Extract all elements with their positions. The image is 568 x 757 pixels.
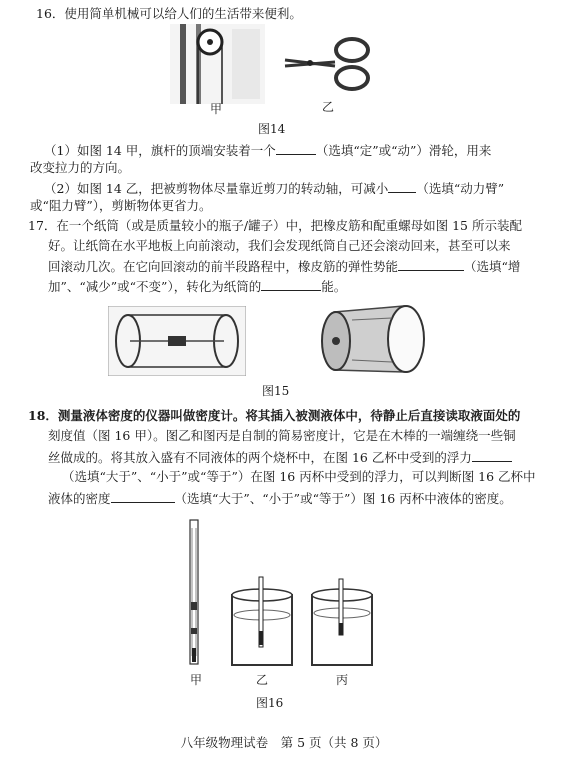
figure-14-pulley	[170, 24, 265, 104]
q16-stem: 16．使用简单机械可以给人们的生活带来便利。	[36, 6, 302, 21]
q16-part1-text-a: （1）如图 14 甲，旗杆的顶端安装着一个	[44, 143, 276, 158]
q17-line1: 17．在一个纸筒（或是质量较小的瓶子/罐子）中，把橡皮筋和配重螺母如图 15 所示装配	[28, 218, 522, 233]
q16-part2-text-a: （2）如图 14 乙，把被剪物体尽量靠近剪刀的转动轴，可减小	[44, 181, 389, 196]
figure-14-label-yi: 乙	[322, 100, 335, 114]
q16-part1-line2: 改变拉力的方向。	[30, 160, 131, 175]
q16-part2-text-b: （选填“动力臂”	[416, 181, 505, 196]
q18-blank-2[interactable]	[111, 490, 175, 503]
q16-part1-line1	[44, 142, 491, 159]
q17-line3	[48, 258, 520, 275]
figure-14-caption: 图14	[258, 122, 286, 136]
figure-16-label-jia: 甲	[190, 673, 203, 687]
q18-line1: 18．测量液体密度的仪器叫做密度计。将其插入被测液体中，待静止后直接读取液面处的	[28, 408, 521, 423]
q17-line4	[48, 278, 346, 295]
q18-line4: （选填“大于”、“小于”或“等于”）在图 16 丙杯中受到的浮力，可以判断图 16 乙杯中	[62, 469, 536, 484]
page-footer: 八年级物理试卷 第 5 页（共 8 页）	[180, 735, 388, 750]
figure-14-label-jia: 甲	[210, 102, 223, 116]
q17-line3-text: 回滚动几次。在它向回滚动的前半段路程中，橡皮筋的弹性势能	[48, 259, 399, 274]
q18-line3-text: 丝做成的。将其放入盛有不同液体的两个烧杯中，在图 16 乙杯中受到的浮力	[48, 450, 472, 465]
figure-16-caption: 图16	[256, 696, 284, 710]
q18-line5-text-b: （选填“大于”、“小于”或“等于”）图 16 丙杯中液体的密度。	[174, 491, 512, 506]
q16-part1-text-b: （选填“定”或“动”）滑轮，用来	[315, 143, 492, 158]
q17-blank-1[interactable]	[398, 258, 464, 271]
q17-line4-text-a: 加”、“减少”或“不变”），转化为纸筒的	[48, 279, 262, 294]
q17-line3-text-b: （选填“增	[464, 259, 521, 274]
q18-line3	[48, 449, 512, 466]
q18-line5	[48, 490, 512, 507]
q16-part2-line1	[44, 180, 504, 197]
q16-part2-blank[interactable]	[388, 180, 416, 193]
figure-16-label-yi: 乙	[256, 673, 269, 687]
figure-15-caption: 图15	[262, 384, 290, 398]
figure-16-label-bing: 丙	[336, 673, 349, 687]
q18-blank-1[interactable]	[472, 449, 512, 462]
q17-line4-text-b: 能。	[321, 279, 347, 294]
figure-15-closed-canister	[312, 300, 434, 380]
figure-14-scissors	[280, 32, 380, 94]
q17-blank-2[interactable]	[261, 278, 321, 291]
figure-15-open-canister	[108, 306, 246, 376]
q18-line5-text-a: 液体的密度	[48, 491, 111, 506]
q17-line2: 好。让纸筒在水平地板上向前滚动，我们会发现纸筒自己还会滚动回来，甚至可以来	[48, 238, 511, 253]
figure-16-hydrometer	[178, 518, 212, 668]
figure-16-beaker-yi	[228, 575, 296, 667]
q18-line2: 刻度值（图 16 甲）。图乙和图丙是自制的简易密度计，它是在木棒的一端缠绕一些铜	[48, 428, 516, 443]
q16-part2-line2: 或“阻力臂”），剪断物体更省力。	[30, 198, 212, 213]
q16-part1-blank[interactable]	[276, 142, 316, 155]
figure-16-beaker-bing	[308, 575, 376, 667]
